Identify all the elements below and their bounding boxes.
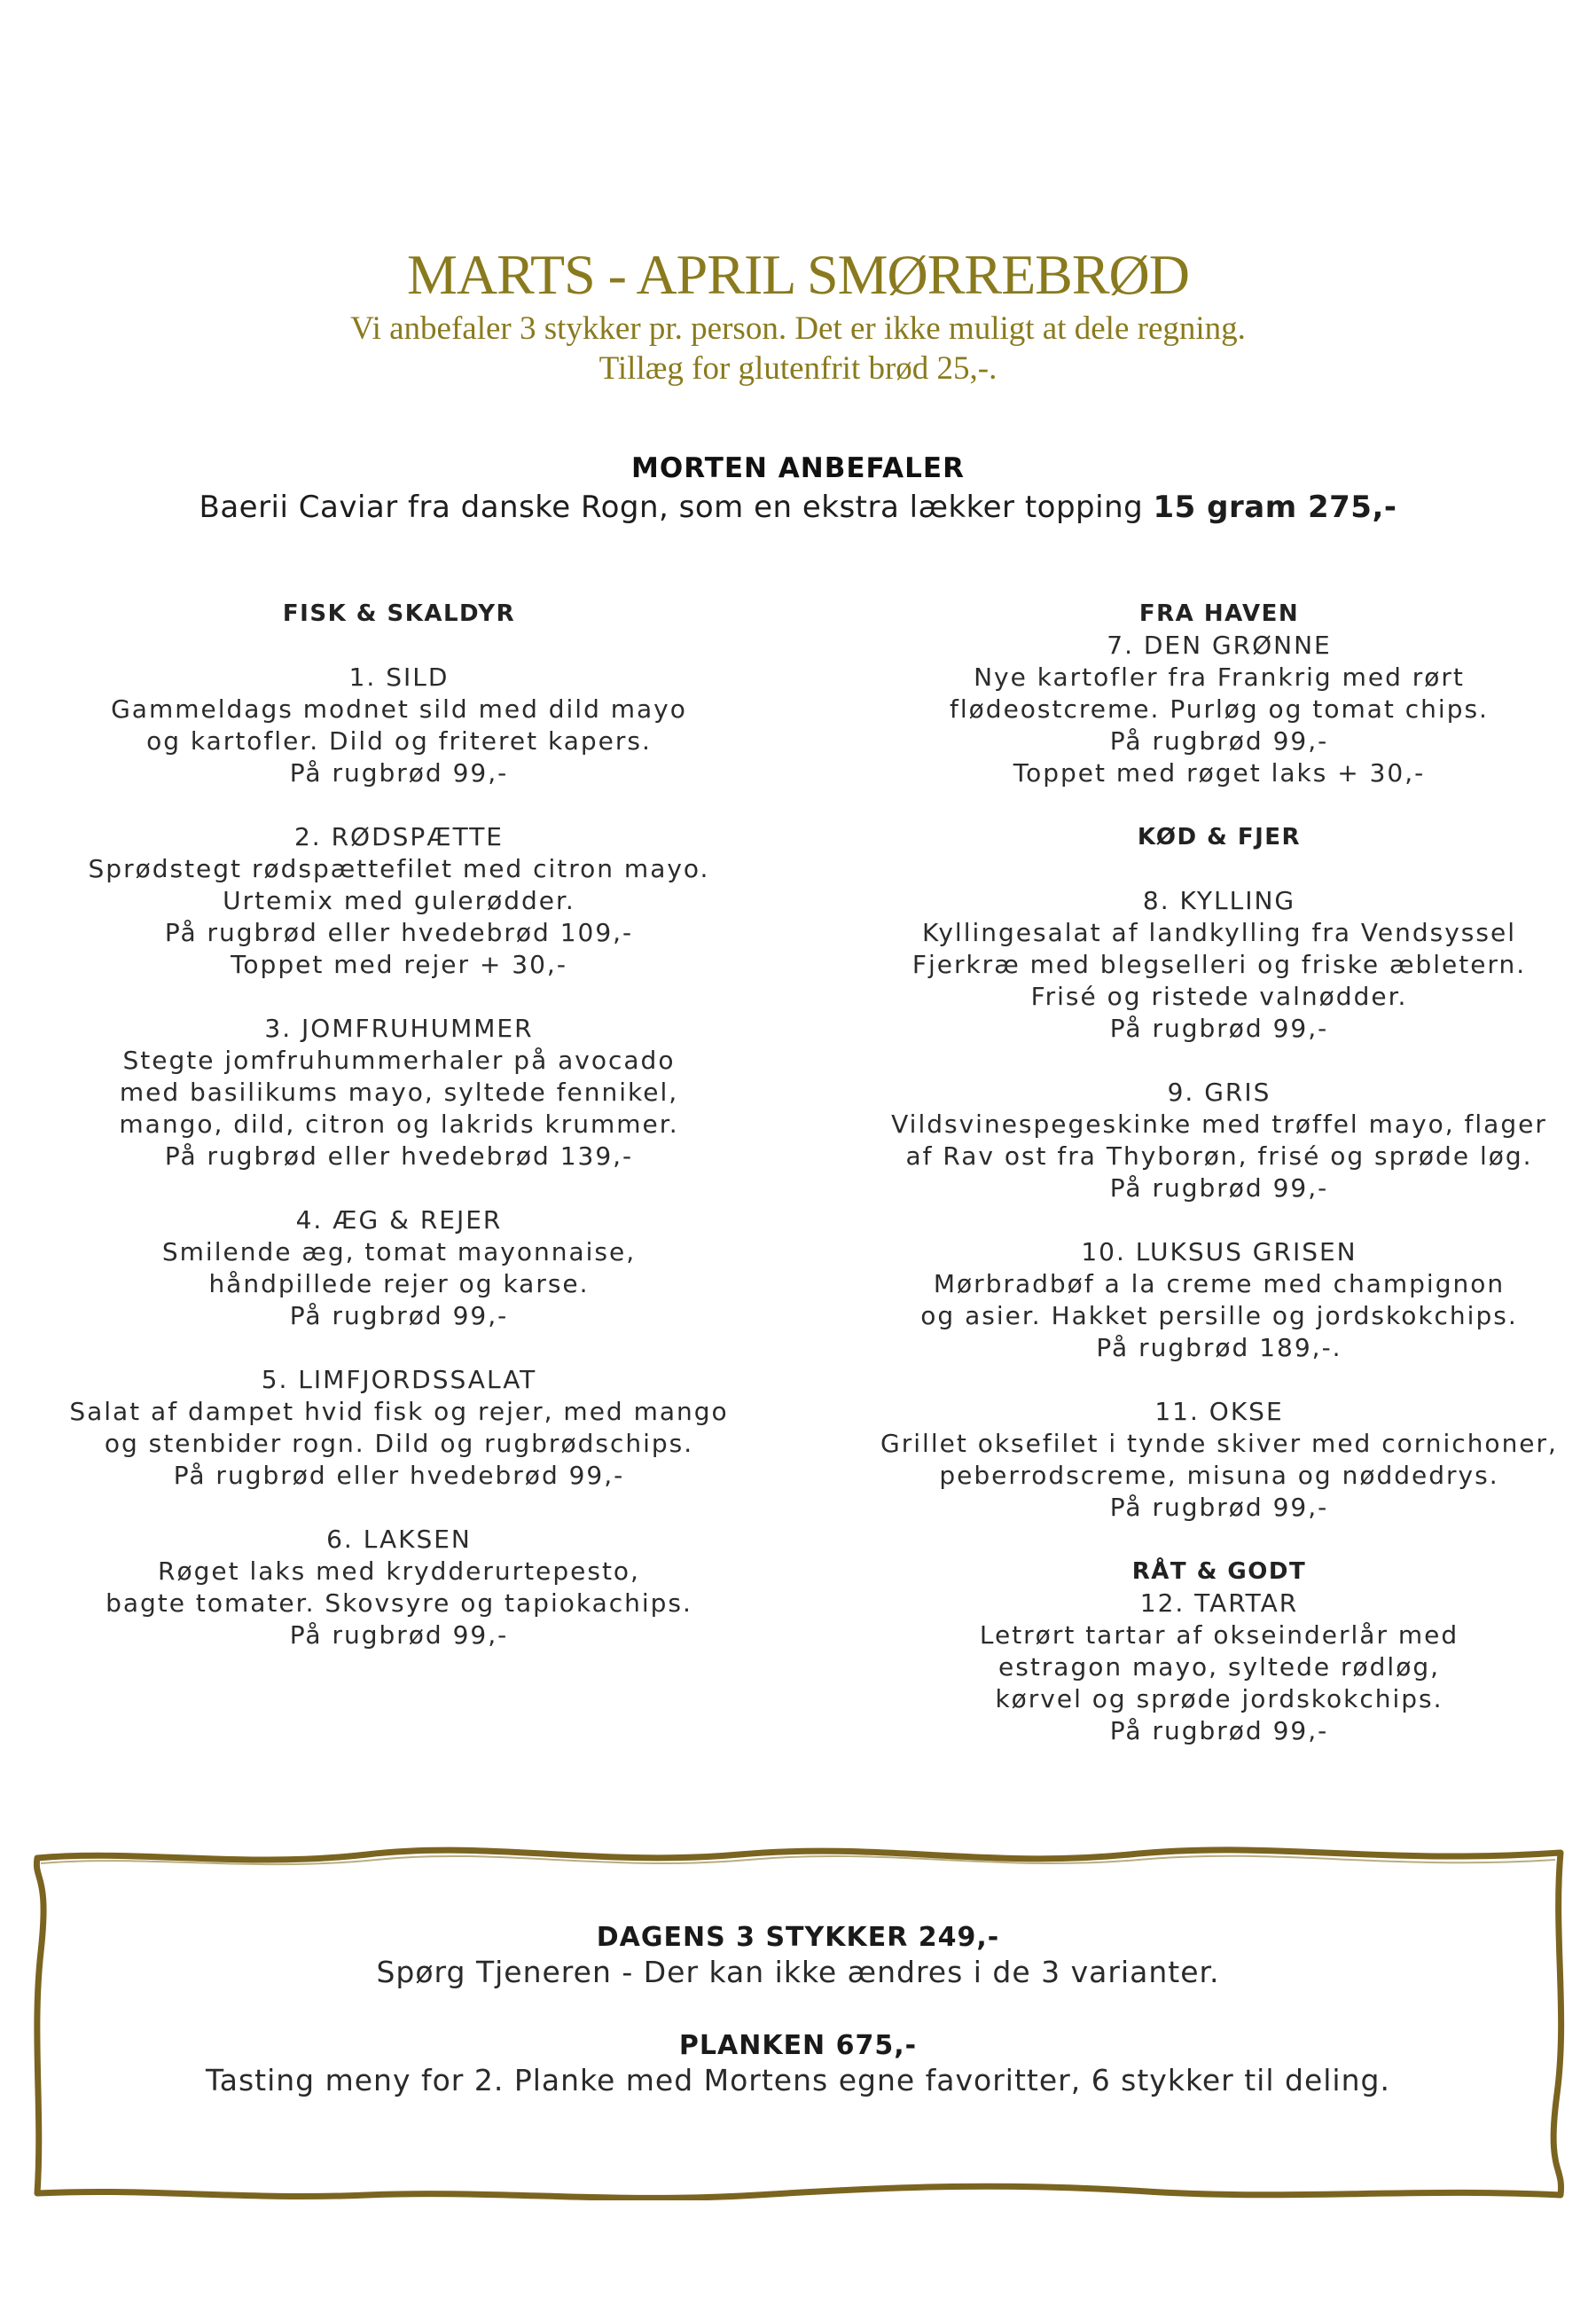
menu-item — [35, 1364, 763, 1492]
chef-recommendation — [0, 449, 1596, 527]
menu-item-description: og stenbider rogn. Dild og rugbrødschips. — [104, 1429, 694, 1458]
menu-item-description: med basilikums mayo, syltede fennikel, — [119, 1078, 679, 1107]
recommendation-description: Baerii Caviar fra danske Rogn, som en ekstra lækker topping — [199, 490, 1154, 525]
daily-special-heading: DAGENS 3 STYKKER 249,- — [596, 1922, 1000, 1953]
menu-item — [851, 1396, 1587, 1524]
menu-item-addon: Toppet med rejer + 30,- — [231, 950, 567, 979]
category-heading: FISK & SKALDYR — [282, 600, 516, 627]
menu-item-description: Fjerkræ med blegselleri og friske æbletern. — [911, 950, 1527, 979]
menu-item-description: Vildsvinespegeskinke med trøffel mayo, flager — [891, 1109, 1547, 1139]
menu-item-description: Røget laks med krydderurtepesto, — [158, 1556, 640, 1586]
menu-item-name: 11. OKSE — [1154, 1397, 1284, 1426]
menu-item-description: Nye kartofler fra Frankrig med rørt — [974, 662, 1465, 692]
menu-item — [35, 662, 763, 789]
menu-item-description: Gammeldags modnet sild med dild mayo — [111, 694, 687, 724]
menu-item-name: 2. RØDSPÆTTE — [293, 822, 504, 851]
category-heading: FRA HAVEN — [1138, 600, 1300, 627]
menu-item-description: håndpillede rejer og karse. — [208, 1269, 590, 1298]
menu-item-description: og kartofler. Dild og friteret kapers. — [146, 726, 652, 756]
subtitle-glutenfree: Tillæg for glutenfrit brød 25,-. — [598, 350, 998, 387]
menu-item-name: 7. DEN GRØNNE — [1107, 631, 1332, 660]
menu-item-price: På rugbrød 99,- — [289, 758, 509, 788]
menu-item-price: På rugbrød 99,- — [289, 1620, 509, 1650]
menu-item-price: På rugbrød 189,-. — [1096, 1333, 1342, 1362]
page-title: MARTS - APRIL SMØRREBRØD — [407, 243, 1189, 306]
planken-text: Tasting meny for 2. Planke med Mortens egne favoritter, 6 stykker til deling. — [206, 2063, 1390, 2097]
left-menu-column — [35, 598, 763, 1651]
menu-item-price: På rugbrød 99,- — [1109, 1014, 1329, 1043]
menu-item-description: Grillet oksefilet i tynde skiver med cornichoner, — [880, 1429, 1558, 1458]
menu-item-description: Frisé og ristede valnødder. — [1030, 982, 1408, 1011]
subtitle-recommendation: Vi anbefaler 3 stykker pr. person. Det er ikke muligt at dele regning. — [350, 310, 1246, 347]
menu-item-description: mango, dild, citron og lakrids krummer. — [119, 1109, 679, 1139]
menu-item — [35, 1013, 763, 1172]
menu-item-name: 4. ÆG & REJER — [295, 1205, 503, 1235]
menu-item-price: På rugbrød 99,- — [289, 1301, 509, 1330]
menu-item — [35, 1204, 763, 1332]
menu-item — [851, 1236, 1587, 1364]
category-heading: KØD & FJER — [1137, 824, 1302, 851]
menu-item-description: estragon mayo, syltede rødløg, — [998, 1652, 1440, 1682]
menu-item-description: Stegte jomfruhummerhaler på avocado — [122, 1046, 676, 1075]
recommendation-heading: MORTEN ANBEFALER — [631, 452, 965, 484]
menu-item-description: Urtemix med gulerødder. — [223, 886, 575, 915]
menu-item-description: peberrodscreme, misuna og nøddedrys. — [939, 1461, 1499, 1490]
menu-item-name: 8. KYLLING — [1142, 886, 1296, 915]
menu-item — [35, 1524, 763, 1651]
menu-item-name: 3. JOMFRUHUMMER — [264, 1014, 534, 1043]
menu-item-description: bagte tomater. Skovsyre og tapiokachips. — [106, 1588, 692, 1618]
menu-item-price: På rugbrød 99,- — [1109, 1173, 1329, 1203]
category-heading: RÅT & GODT — [1131, 1558, 1307, 1585]
menu-item-name: 1. SILD — [348, 662, 450, 692]
menu-item-addon: Toppet med røget laks + 30,- — [1013, 758, 1426, 788]
menu-item-name: 10. LUKSUS GRISEN — [1081, 1237, 1357, 1266]
recommendation-price: 15 gram 275,- — [1153, 490, 1397, 525]
menu-item-description: Smilende æg, tomat mayonnaise, — [161, 1237, 637, 1266]
menu-item-description: og asier. Hakket persille og jordskokchips. — [920, 1301, 1518, 1330]
menu-item-description: Kyllingesalat af landkylling fra Vendsyssel — [922, 918, 1516, 947]
menu-item — [851, 1588, 1587, 1747]
menu-item-description: Salat af dampet hvid fisk og rejer, med mango — [69, 1397, 729, 1426]
menu-header — [0, 241, 1596, 388]
menu-item-price: På rugbrød eller hvedebrød 109,- — [164, 918, 634, 947]
menu-item-price: På rugbrød 99,- — [1109, 726, 1329, 756]
menu-item — [35, 821, 763, 981]
menu-item — [851, 885, 1587, 1045]
menu-item-name: 12. TARTAR — [1139, 1588, 1299, 1618]
planken-heading: PLANKEN 675,- — [678, 2030, 918, 2061]
daily-special-text: Spørg Tjeneren - Der kan ikke ændres i de 3 varianter. — [376, 1955, 1220, 1989]
recommendation-text — [0, 488, 1596, 527]
menu-item-description: Letrørt tartar af okseinderlår med — [979, 1620, 1459, 1650]
right-menu-column — [851, 598, 1587, 1747]
menu-item-price: På rugbrød eller hvedebrød 99,- — [173, 1461, 625, 1490]
menu-item-description: Sprødstegt rødspættefilet med citron mayo. — [88, 854, 710, 883]
daily-specials-box — [0, 1921, 1596, 2098]
menu-item — [851, 1077, 1587, 1204]
menu-item-description: Mørbradbøf a la creme med champignon — [933, 1269, 1506, 1298]
menu-item-name: 9. GRIS — [1167, 1078, 1271, 1107]
menu-item-price: På rugbrød 99,- — [1109, 1716, 1329, 1745]
menu-item-name: 6. LAKSEN — [326, 1525, 472, 1554]
menu-item-name: 5. LIMFJORDSSALAT — [261, 1365, 537, 1394]
menu-item-price: På rugbrød eller hvedebrød 139,- — [164, 1141, 634, 1171]
menu-item-price: På rugbrød 99,- — [1109, 1493, 1329, 1522]
menu-item-description: flødeostcreme. Purløg og tomat chips. — [950, 694, 1489, 724]
menu-item-description: kørvel og sprøde jordskokchips. — [995, 1684, 1443, 1713]
menu-item — [851, 630, 1587, 789]
menu-item-description: af Rav ost fra Thyborøn, frisé og sprøde løg. — [905, 1141, 1533, 1171]
